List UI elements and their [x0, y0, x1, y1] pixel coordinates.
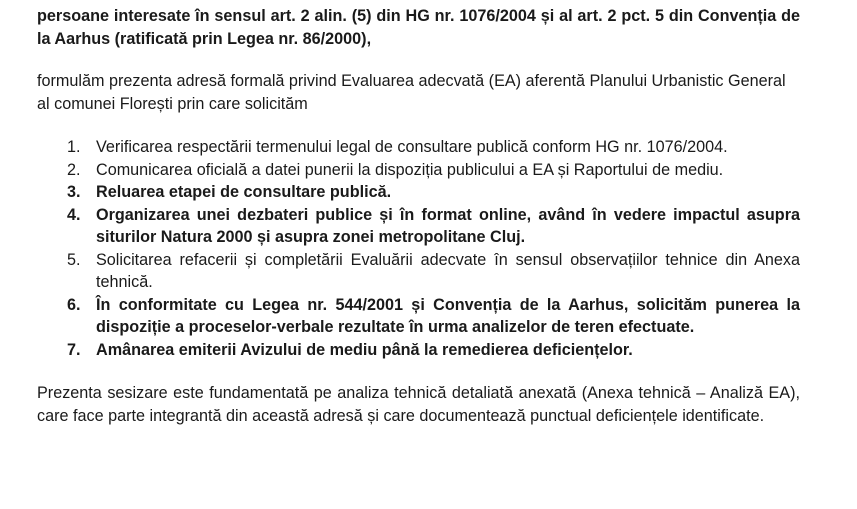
- list-item-number: 6.: [67, 295, 81, 314]
- list-item: [67, 159, 800, 182]
- list-item: [67, 249, 800, 294]
- list-item-text: Solicitarea refacerii și completării Evaluării adecvate în sensul observațiilor tehnice din Anexa tehnică.: [96, 250, 800, 291]
- list-item-number: 2.: [67, 160, 81, 179]
- list-item-number: 5.: [67, 250, 81, 269]
- list-item-text: În conformitate cu Legea nr. 544/2001 și Convenția de la Aarhus, solicităm punerea la dispoziție a proceselor-verbale rezultate în urma analizelor de teren efectuate.: [96, 295, 800, 336]
- list-item: [67, 181, 800, 204]
- list-item-text: Verificarea respectării termenului legal de consultare publică conform HG nr. 1076/2004.: [96, 138, 728, 156]
- list-item-text: Reluarea etapei de consultare publică.: [96, 183, 392, 201]
- list-item: [67, 294, 800, 339]
- list-item-number: 4.: [67, 205, 81, 224]
- list-item-text: Amânarea emiterii Avizului de mediu până la remedierea deficiențelor.: [96, 340, 633, 359]
- list-item: [67, 339, 800, 362]
- list-item-number: 3.: [67, 183, 81, 201]
- formulation-paragraph: formulăm prezenta adresă formală privind Evaluarea adecvată (EA) aferentă Planului Urbanistic General al comunei Florești prin care solicităm: [37, 72, 786, 113]
- requests-list: [37, 136, 800, 361]
- list-item-number: 7.: [67, 340, 81, 359]
- list-item-text: Comunicarea oficială a datei punerii la dispoziția publicului a EA și Raportului de mediu.: [96, 160, 724, 179]
- list-item: [67, 204, 800, 249]
- list-item-number: 1.: [67, 138, 81, 156]
- list-item-text: Organizarea unei dezbateri publice și în format online, având în vedere impactul asupra siturilor Natura 2000 și asupra zonei metropolitane Cluj.: [96, 205, 800, 246]
- list-item: [67, 136, 800, 159]
- closing-paragraph: Prezenta sesizare este fundamentată pe analiza tehnică detaliată anexată (Anexa tehnică – Analiză EA), care face parte integrantă din această adresă și care documentează punctual deficiențele identificate.: [37, 384, 800, 425]
- intro-paragraph: persoane interesate în sensul art. 2 alin. (5) din HG nr. 1076/2004 și al art. 2 pct. 5 din Convenția de la Aarhus (ratificată prin Legea nr. 86/2000),: [37, 7, 800, 48]
